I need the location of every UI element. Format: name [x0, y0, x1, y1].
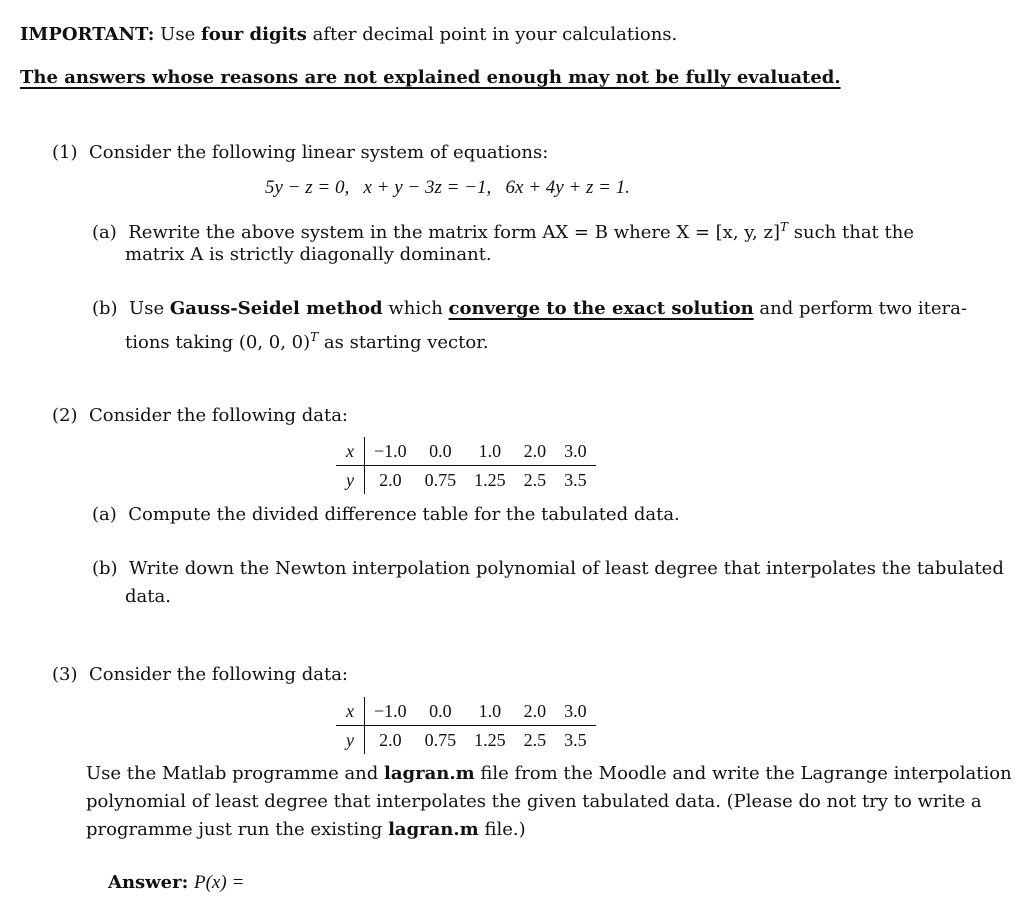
q1b-number: (b): [92, 298, 118, 319]
table-cell: 2.5: [523, 729, 547, 750]
lagran-file-name: lagran.m: [384, 763, 475, 784]
q1b-text-post: and perform two itera-: [759, 298, 967, 319]
table-cell: 3.5: [564, 469, 587, 490]
important-text-pre: Use: [160, 24, 196, 45]
q1b-start-vector: tions taking (0, 0, 0): [125, 332, 311, 353]
q3-paragraph-line3: [86, 818, 526, 842]
q3-text-pre2: programme just run the existing: [86, 819, 383, 840]
x-label: x: [336, 697, 365, 726]
q2-number: (2): [52, 405, 78, 426]
q1-text: Consider the following linear system of equations:: [88, 142, 549, 163]
table-cell: 3.5: [564, 729, 587, 750]
q1b-method: Gauss-Seidel method: [169, 298, 383, 319]
table-cell: 2.0: [515, 437, 556, 466]
q2a: [92, 503, 680, 527]
table-cell: −1.0: [365, 437, 416, 466]
y-label: y: [336, 466, 365, 495]
q2b-text: Write down the Newton interpolation polynomial of least degree that interpolates the tabulated: [129, 558, 1004, 579]
table-cell: 3.0: [555, 697, 596, 726]
q1a-transpose: T: [780, 220, 789, 234]
table-cell: 2.0: [379, 469, 402, 490]
q1b-text-end: as starting vector.: [323, 332, 489, 353]
table-cell: −1.0: [365, 697, 416, 726]
lagran-file-name: lagran.m: [388, 819, 479, 840]
table-cell: 2.5: [523, 469, 547, 490]
q1a-line1: [92, 215, 914, 245]
table-row-y: [336, 466, 596, 495]
q2b-line1: [92, 557, 1004, 581]
q1a-number: (a): [92, 222, 117, 243]
table-row-y: [336, 726, 596, 755]
table-row-x: [336, 697, 596, 726]
important-label: IMPORTANT:: [20, 24, 155, 45]
answer-line: [108, 871, 244, 895]
x-label: x: [336, 437, 365, 466]
q3-paragraph-line2: polynomial of least degree that interpolates the given tabulated data. (Please do not try to write a: [86, 791, 982, 812]
table-cell: 0.75: [424, 469, 457, 490]
q3-paragraph-line1: [86, 762, 1012, 786]
important-text-post: after decimal point in your calculations.: [312, 24, 678, 45]
q2a-text: Compute the divided difference table for the tabulated data.: [128, 504, 680, 525]
q1a-text-end: such that the: [793, 222, 914, 243]
q3-intro: [52, 663, 348, 687]
q2-text: Consider the following data:: [88, 405, 348, 426]
table-cell: 1.0: [465, 697, 515, 726]
table-cell: 0.0: [416, 437, 466, 466]
q1-number: (1): [52, 142, 78, 163]
q2-intro: [52, 404, 348, 428]
q1a-text: Rewrite the above system in the matrix form AX = B where X = [x, y, z]: [128, 222, 781, 243]
table-cell: 2.0: [515, 697, 556, 726]
q3-text-end: file.): [484, 819, 526, 840]
q3-number: (3): [52, 664, 78, 685]
q1-equations: 5y − z = 0, x + y − 3z = −1, 6x + 4y + z = 1.: [265, 177, 630, 198]
answer-expression: P(x) =: [194, 872, 245, 893]
q2b-line2: data.: [125, 586, 171, 607]
q1-intro: [52, 141, 548, 165]
q3-data-table: [336, 697, 596, 754]
table-cell: 0.0: [416, 697, 466, 726]
q2-data-table: [336, 437, 596, 494]
y-label: y: [336, 726, 365, 755]
q1b-convergence: converge to the exact solution: [448, 298, 754, 319]
answer-label: Answer:: [108, 872, 189, 893]
table-cell: 1.25: [474, 729, 506, 750]
q1b-line2: [125, 325, 489, 355]
q2b-number: (b): [92, 558, 118, 579]
important-note: [20, 23, 677, 47]
table-cell: 2.0: [379, 729, 402, 750]
q1b-text-pre: Use: [129, 298, 165, 319]
q1b-transpose: T: [310, 330, 319, 344]
q2a-number: (a): [92, 504, 117, 525]
important-text-bold: four digits: [200, 24, 307, 45]
table-cell: 1.25: [474, 469, 506, 490]
q3-text-post: file from the Moodle and write the Lagrange interpolation: [480, 763, 1012, 784]
q1b-line1: [92, 297, 967, 321]
table-row-x: [336, 437, 596, 466]
q3-text: Consider the following data:: [88, 664, 348, 685]
q1b-text-mid: which: [388, 298, 443, 319]
table-cell: 3.0: [555, 437, 596, 466]
q3-text-pre: Use the Matlab programme and: [86, 763, 379, 784]
table-cell: 0.75: [424, 729, 457, 750]
table-cell: 1.0: [465, 437, 515, 466]
evaluation-warning: The answers whose reasons are not explained enough may not be fully evaluated.: [20, 67, 841, 88]
q1a-line2: matrix A is strictly diagonally dominant.: [125, 244, 492, 265]
